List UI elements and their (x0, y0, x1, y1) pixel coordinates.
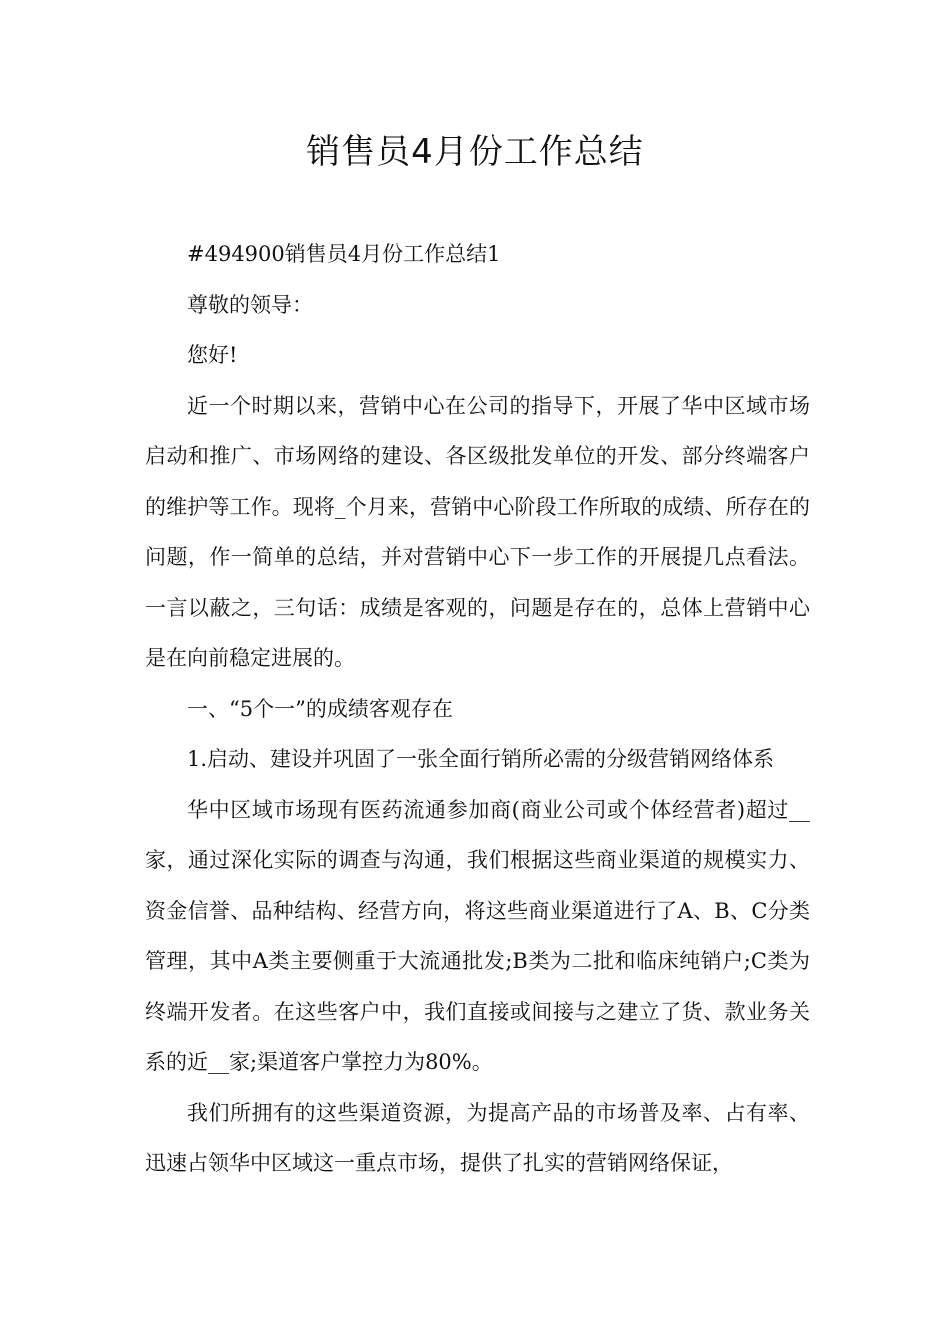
intro-paragraph: 近一个时期以来，营销中心在公司的指导下，开展了华中区域市场启动和推广、市场网络的建设、各区级批发单位的开发、部分终端客户的维护等工作。现将_个月来，营销中心阶段工作所取的成绩、所存在的问题，作一简单的总结，并对营销中心下一步工作的开展提几点看法。一言以蔽之，三句话：成绩是客观的，问题是存在的，总体上营销中心是在向前稳定进展的。 (145, 393, 810, 670)
body-paragraph: 华中区域市场现有医药流通参加商(商业公司或个体经营者)超过__家，通过深化实际的调查与沟通，我们根据这些商业渠道的规模实力、资金信誉、品种结构、经营方向，将这些商业渠道进行了A、B、C分类管理，其中A类主要侧重于大流通批发;B类为二批和临床纯销户;C类为终端开发者。在这些客户中，我们直接或间接与之建立了货、款业务关系的近__家;渠道客户掌控力为80%。 (145, 797, 810, 1074)
document-title: 销售员4月份工作总结 (306, 132, 644, 172)
salutation: 尊敬的领导： (187, 292, 313, 317)
document-body (145, 229, 810, 1189)
section-heading: 一、“5个一”的成绩客观存在 (187, 696, 453, 721)
document-heading-line: #494900销售员4月份工作总结1 (187, 242, 501, 266)
subsection-heading: 1.启动、建设并巩固了一张全面行销所必需的分级营销网络体系 (187, 747, 775, 771)
greeting: 您好! (187, 343, 238, 367)
body-paragraph: 我们所拥有的这些渠道资源，为提高产品的市场普及率、占有率、迅速占领华中区域这一重点市场，提供了扎实的营销网络保证， (145, 1100, 810, 1175)
